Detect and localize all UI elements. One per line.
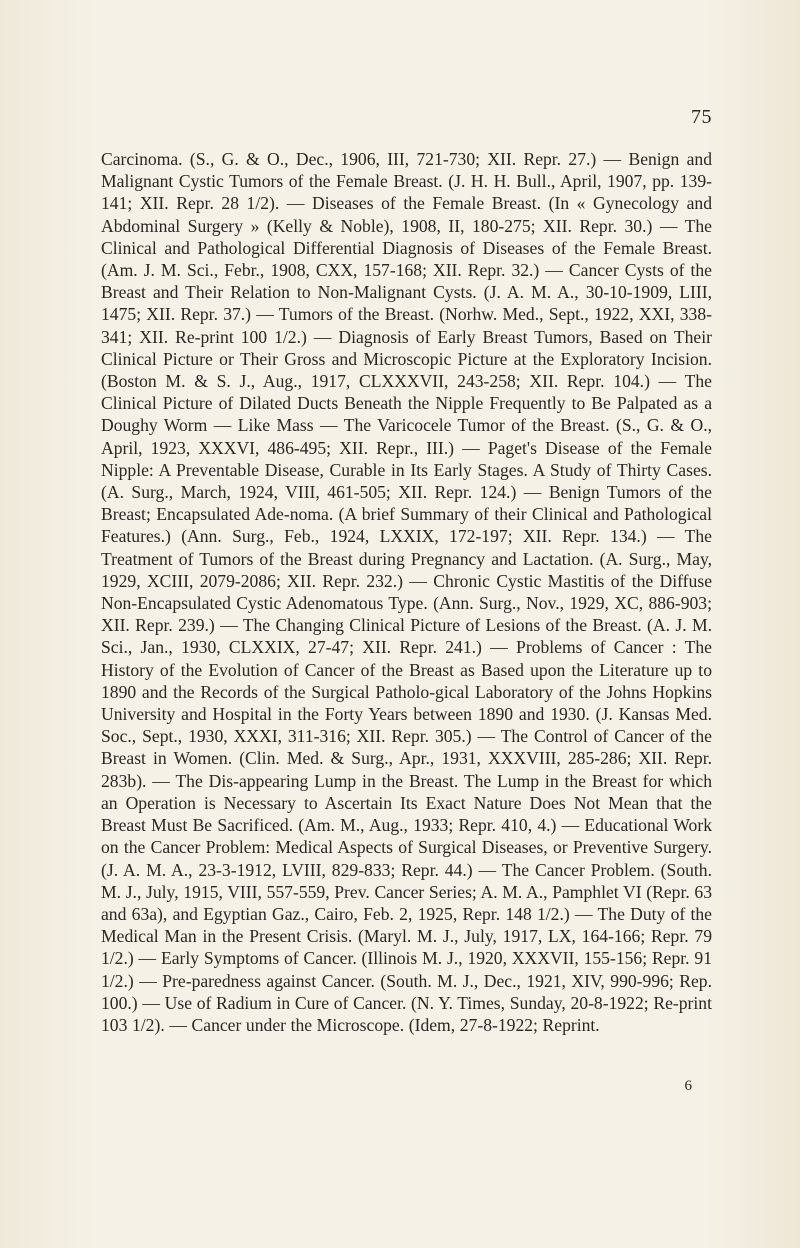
bibliography-paragraph: Carcinoma. (S., G. & O., Dec., 1906, III, 721-730; XII. Repr. 27.) — Benign and Malignant Cystic Tumors of the Female Breast. (J. H. H. Bull., April, 1907, pp. 139-141; XII. Repr. 28 1/2). — Diseases of the Female Breast. (In « Gynecology and Abdominal Surgery » (Kelly & Noble), 1908, II, 180-275; XII. Repr. 30.) — The Clinical and Pathological Differential Diagnosis of Diseases of the Female Breast. (Am. J. M. Sci., Febr., 1908, CXX, 157-168; XII. Repr. 32.) — Cancer Cysts of the Breast and Their Relation to Non-Malignant Cysts. (J. A. M. A., 30-10-1909, LIII, 1475; XII. Repr. 37.) — Tumors of the Breast. (Norhw. Med., Sept., 1922, XXI, 338-341; XII. Re-print 100 1/2.) — Diagnosis of Early Breast Tumors, Based on Their Clinical Picture or Their Gross and Microscopic Picture at the Exploratory Incision. (Boston M. & S. J., Aug., 1917, CLXXXVII, 243-258; XII. Repr. 104.) — The Clinical Picture of Dilated Ducts Beneath the Nipple Frequently to Be Palpated as a Doughy Worm — Like Mass — The Varicocele Tumor of the Breast. (S., G. & O., April, 1923, XXXVI, 486-495; XII. Repr., III.) — Paget's Disease of the Female Nipple: A Preventable Disease, Curable in Its Early Stages. A Study of Thirty Cases. (A. Surg., March, 1924, VIII, 461-505; XII. Repr. 124.) — Benign Tumors of the Breast; Encapsulated Ade-noma. (A brief Summary of their Clinical and Pathological Features.) (Ann. Surg., Feb., 1924, LXXIX, 172-197; XII. Repr. 134.) — The Treatment of Tumors of the Breast during Pregnancy and Lactation. (A. Surg., May, 1929, XCIII, 2079-2086; XII. Repr. 232.) — Chronic Cystic Mastitis of the Diffuse Non-Encapsulated Cystic Adenomatous Type. (Ann. Surg., Nov., 1929, XC, 886-903; XII. Repr. 239.) — The Changing Clinical Picture of Lesions of the Breast. (A. J. M. Sci., Jan., 1930, CLXXIX, 27-47; XII. Repr. 241.) — Problems of Cancer : The History of the Evolution of Cancer of the Breast as Based upon the Literature up to 1890 and the Records of the Surgical Patholo-gical Laboratory of the Johns Hopkins University and Hospital in the Forty Years between 1890 and 1930. (J. Kansas Med. Soc., Sept., 1930, XXXI, 311-316; XII. Repr. 305.) — The Control of Cancer of the Breast in Women. (Clin. Med. & Surg., Apr., 1931, XXXVIII, 285-286; XII. Repr. 283b). — The Dis-appearing Lump in the Breast. The Lump in the Breast for which an Operation is Necessary to Ascertain Its Exact Nature Does Not Mean that the Breast Must Be Sacrificed. (Am. M., Aug., 1933; Repr. 410, 4.) — Educational Work on the Cancer Problem: Medical Aspects of Surgical Diseases, or Preventive Surgery. (J. A. M. A., 23-3-1912, LVIII, 829-833; Repr. 44.) — The Cancer Problem. (South. M. J., July, 1915, VIII, 557-559, Prev. Cancer Series; A. M. A., Pamphlet VI (Repr. 63 and 63a), and Egyptian Gaz., Cairo, Feb. 2, 1925, Repr. 148 1/2.) — The Duty of the Medical Man in the Present Crisis. (Maryl. M. J., July, 1917, LX, 164-166; Repr. 79 1/2.) — Early Symptoms of Cancer. (Illinois M. J., 1920, XXXVII, 155-156; Repr. 91 1/2.) — Pre-paredness against Cancer. (South. M. J., Dec., 1921, XIV, 990-996; Rep. 100.) — Use of Radium in Cure of Cancer. (N. Y. Times, Sunday, 20-8-1922; Re-print 103 1/2). — Cancer under the Microscope. (Idem, 27-8-1922; Reprint. — [101, 149, 712, 1035]
bibliography-text — [101, 148, 712, 1036]
page-number: 75 — [691, 106, 712, 128]
signature-mark: 6 — [684, 1078, 692, 1094]
